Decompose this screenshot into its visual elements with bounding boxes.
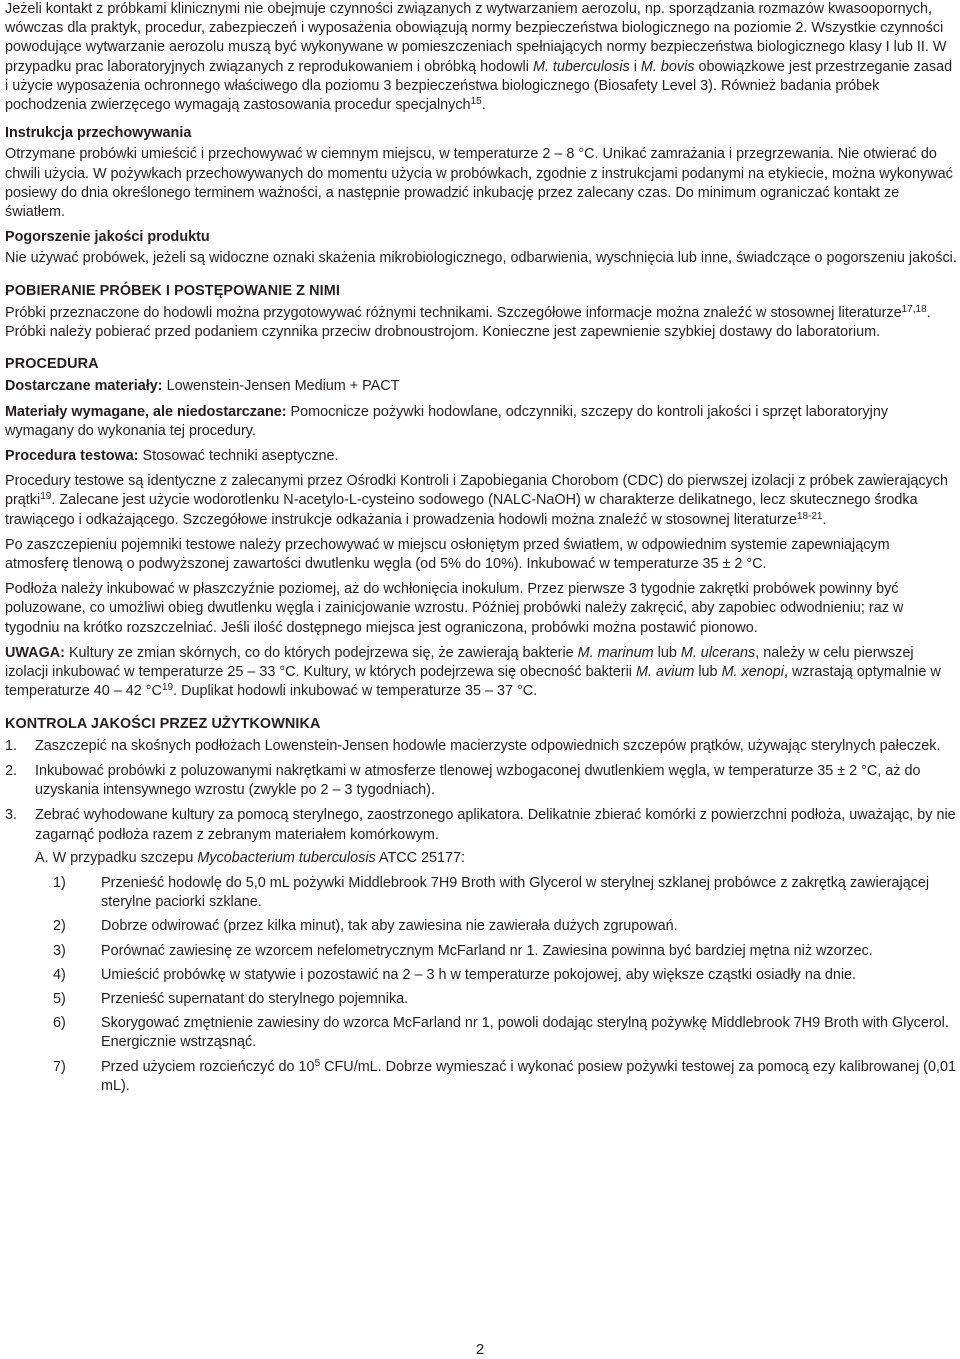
qc-item-number: 1. bbox=[5, 737, 18, 754]
organism-name: M. tuberculosis bbox=[532, 58, 630, 75]
qc-step-text: Przed użyciem rozcieńczyć do 10 bbox=[101, 1058, 315, 1075]
qc-step bbox=[53, 1058, 957, 1096]
qc-step-number: 2) bbox=[53, 918, 66, 935]
procedure-heading: PROCEDURA bbox=[5, 356, 99, 373]
procedure-paragraph-3: Podłoża należy inkubować w płaszczyźnie poziomej, aż do wchłonięcia inokulum. Przez pierwsze 3 tygodnie zakrętki probówek powinny być poluzowane, co umożliwi obieg dwutlenku węgla i zainicjowanie wzrostu. Później probówki należy zakręcić, aby zapobiec odwodnieniu; raz w tygodniu na krótko rozszczelniać. Jeśli ilość dostępnego miejsca jest ograniczona, probówki można postawić pionowo. bbox=[5, 581, 904, 636]
qc-step bbox=[53, 990, 957, 1009]
required-materials bbox=[5, 403, 957, 441]
qc-list bbox=[5, 737, 957, 1096]
note-text: lub bbox=[653, 644, 681, 661]
reference-superscript: 19 bbox=[40, 491, 52, 503]
page-content bbox=[5, 0, 957, 1102]
organism-name: M. ulcerans bbox=[680, 644, 756, 661]
deterioration-paragraph: Nie używać probówek, jeżeli są widoczne oznaki skażenia mikrobiologicznego, odbarwienia, wyschnięcia lub inne, świadczące o pogorszeniu jakości. bbox=[5, 250, 957, 267]
required-label: Materiały wymagane, ale niedostarczane: bbox=[5, 403, 287, 420]
qc-subsection-a bbox=[35, 849, 957, 868]
storage-heading: Instrukcja przechowywania bbox=[5, 125, 192, 142]
qc-step bbox=[53, 917, 957, 936]
collection-heading: POBIERANIE PRÓBEK I POSTĘPOWANIE Z NIMI bbox=[5, 282, 340, 299]
qc-item-number: 2. bbox=[5, 762, 18, 779]
qc-step-text: Porównać zawiesinę ze wzorcem nefelometrycznym McFarland nr 1. Zawiesina powinna być bardziej mętna niż wzorzec. bbox=[101, 942, 873, 959]
organism-name: M. marinum bbox=[577, 644, 654, 661]
qc-item bbox=[5, 806, 957, 1096]
reference-superscript: 17,18 bbox=[901, 303, 927, 315]
test-procedure bbox=[5, 447, 957, 466]
note-label: UWAGA: bbox=[5, 644, 65, 661]
qc-step bbox=[53, 1014, 957, 1052]
supplied-materials bbox=[5, 377, 957, 396]
procedure-paragraph-1 bbox=[5, 472, 957, 530]
procedure-paragraph-2: Po zaszczepieniu pojemniki testowe należy przechowywać w miejscu osłoniętym przed światłem, w odpowiednim systemie zapewniającym atmosferę tlenową o podwyższonej zawartości dwutlenku węgla (od 5% do 10%). Inkubować w temperaturze 35 ± 2 °C. bbox=[5, 536, 890, 573]
note-text: , należy w celu pierwszej izolacji inkubować w temperaturze 25 – 33 °C. Kultury, w których podejrzewa się obecność bakterii bbox=[5, 644, 914, 681]
qc-step-text: CFU/mL. Dobrze wymieszać i wykonać posiew pożywki testowej za pomocą ezy kalibrowanej (0,01 mL). bbox=[101, 1058, 956, 1094]
qc-steps-list bbox=[35, 874, 957, 1096]
qc-step-number: 1) bbox=[53, 874, 66, 891]
qc-step bbox=[53, 966, 957, 985]
required-text: Pomocnicze pożywki hodowlane, odczynniki, szczepy do kontroli jakości i sprzęt laboratoryjny wymagany do wykonania tej procedury. bbox=[5, 403, 889, 439]
intro-text: Jeżeli kontakt z próbkami klinicznymi nie obejmuje czynności związanych z wytwarzaniem aerozolu, np. sporządzania rozmazów kwasoopornych, wówczas dla praktyk, procedur, zabezpieczeń i wyposażenia obowiązują normy bezpieczeństwa biologicznego na poziomie 2. Wszystkie czynności powodujące wytwarzanie aerozolu muszą być wykonywane w pomieszczeniach spełniających normy bezpieczeństwa biologicznego klasy I lub II. W przypadku prac laboratoryjnych związanych z reprodukowaniem i obróbką hodowli bbox=[5, 1, 947, 75]
collection-text: Próbki przeznaczone do hodowli można przygotowywać różnymi technikami. Szczegółowe informacje można znaleźć w stosownej literaturze bbox=[5, 304, 902, 321]
intro-paragraph bbox=[5, 0, 957, 115]
deterioration-heading: Pogorszenie jakości produktu bbox=[5, 229, 210, 246]
test-text: Stosować techniki aseptyczne. bbox=[138, 448, 339, 465]
note-text: . Duplikat hodowli inkubować w temperaturze 35 – 37 °C. bbox=[173, 683, 538, 700]
reference-superscript: 15 bbox=[470, 96, 482, 108]
qc-item-number: 3. bbox=[5, 807, 18, 824]
organism-name: M. avium bbox=[635, 664, 695, 681]
exponent-superscript: 5 bbox=[314, 1057, 321, 1069]
intro-text: obowiązkowe jest przestrzeganie zasad i użycie wyposażenia ochronnego właściwego dla poziomu 3 bezpieczeństwa biologicznego (Biosafety Level 3). Również badania próbek pochodzenia zwierzęcego wymagają zastosowania procedur specjalnych bbox=[5, 58, 953, 114]
collection-paragraph bbox=[5, 304, 957, 342]
procedure-text: . bbox=[822, 511, 827, 528]
qc-step-text: Przenieść supernatant do sterylnego pojemnika. bbox=[101, 990, 409, 1007]
note-text: lub bbox=[694, 664, 722, 681]
qc-item-text: Inkubować probówki z poluzowanymi nakrętkami w atmosferze tlenowej wzbogaconej dwutlenkiem węgla, w temperaturze 35 ± 2 °C, aż do uzyskania intensywnego wzrostu (zwykle po 2 – 3 tygodniach). bbox=[35, 762, 921, 799]
subsection-suffix: ATCC 25177: bbox=[375, 849, 466, 866]
intro-text: i bbox=[629, 58, 641, 75]
reference-superscript: 18-21 bbox=[796, 510, 823, 522]
qc-item bbox=[5, 737, 957, 756]
qc-step-text: Umieścić probówkę w statywie i pozostawić na 2 – 3 h w temperaturze pokojowej, aby większe cząstki osiadły na dnie. bbox=[101, 966, 857, 983]
qc-step bbox=[53, 942, 957, 961]
supplied-text: Lowenstein-Jensen Medium + PACT bbox=[162, 378, 400, 395]
qc-heading: KONTROLA JAKOŚCI PRZEZ UŻYTKOWNIKA bbox=[5, 715, 321, 732]
qc-step-text: Dobrze odwirować (przez kilka minut), tak aby zawiesina nie zawierała dużych zgrupowań. bbox=[101, 918, 678, 935]
organism-name: M. bovis bbox=[640, 58, 695, 75]
subsection-prefix: A. W przypadku szczepu bbox=[35, 849, 198, 866]
page-number: 2 bbox=[475, 1341, 485, 1358]
intro-text: . bbox=[481, 97, 486, 114]
qc-step-number: 6) bbox=[53, 1015, 66, 1032]
procedure-text: . Zalecane jest użycie wodorotlenku N-acetylo-L-cysteino sodowego (NALC-NaOH) w charakterze delikatnego, lecz skutecznego środka trawiącego i odkażającego. Szczegółowe instrukcje odkażania i prowadzenia hodowli można znaleźć w stosownej literaturze bbox=[5, 492, 918, 528]
qc-step-number: 7) bbox=[53, 1058, 66, 1075]
qc-step bbox=[53, 874, 957, 912]
organism-name: Mycobacterium tuberculosis bbox=[197, 849, 376, 866]
qc-item bbox=[5, 762, 957, 800]
reference-superscript: 19 bbox=[161, 682, 174, 694]
qc-item-text: Zebrać wyhodowane kultury za pomocą sterylnego, zaostrzonego aplikatora. Delikatnie zbierać komórki z powierzchni podłoża, uważając, by nie zagarnąć podłoża razem z zebranym materiałem komórkowym. bbox=[35, 807, 956, 843]
collection-text: . Próbki należy pobierać przed podaniem czynnika przeciw drobnoustrojom. Konieczne jest zapewnienie szybkiej dostawy do laboratorium. bbox=[5, 304, 931, 341]
qc-step-text: Przenieść hodowlę do 5,0 mL pożywki Middlebrook 7H9 Broth with Glycerol w sterylnej szklanej probówce z zakrętką zawierającej sterylne paciorki szklane. bbox=[101, 874, 930, 911]
storage-paragraph: Otrzymane probówki umieścić i przechowywać w ciemnym miejscu, w temperaturze 2 – 8 °C. Unikać zamrażania i przegrzewania. Nie otwierać do chwili użycia. W pożywkach przechowywanych do momentu użycia w probówkach, zgodnie z instrukcjami podanymi na etykiecie, można wykonywać posiewy do dnia określonego terminem ważności, a następnie prowadzić inkubację przez zalecany czas. Do minimum ograniczać kontakt ze światłem. bbox=[5, 146, 953, 221]
note-text: , wzrastają optymalnie w temperaturze 40 – 42 °C bbox=[5, 664, 941, 700]
test-label: Procedura testowa: bbox=[5, 448, 139, 465]
supplied-label: Dostarczane materiały: bbox=[5, 378, 163, 395]
qc-step-number: 4) bbox=[53, 966, 66, 983]
qc-step-text: Skorygować zmętnienie zawiesiny do wzorca McFarland nr 1, powoli dodając sterylną pożywkę Middlebrook 7H9 Broth with Glycerol. Energicznie wstrząsnąć. bbox=[101, 1015, 949, 1051]
procedure-note bbox=[5, 644, 957, 702]
qc-step-number: 3) bbox=[53, 942, 66, 959]
procedure-text: Procedury testowe są identyczne z zalecanymi przez Ośrodki Kontroli i Zapobiegania Chorobom (CDC) do pierwszej izolacji z próbek zawierających prątki bbox=[5, 473, 948, 509]
note-text: Kultury ze zmian skórnych, co do których podejrzewa się, że zawierają bakterie bbox=[64, 644, 578, 661]
organism-name: M. xenopi bbox=[721, 664, 784, 681]
qc-item-text: Zaszczepić na skośnych podłożach Lowenstein-Jensen hodowle macierzyste odpowiednich szczepów prątków, używając sterylnych pałeczek. bbox=[35, 737, 941, 754]
qc-step-number: 5) bbox=[53, 990, 66, 1007]
